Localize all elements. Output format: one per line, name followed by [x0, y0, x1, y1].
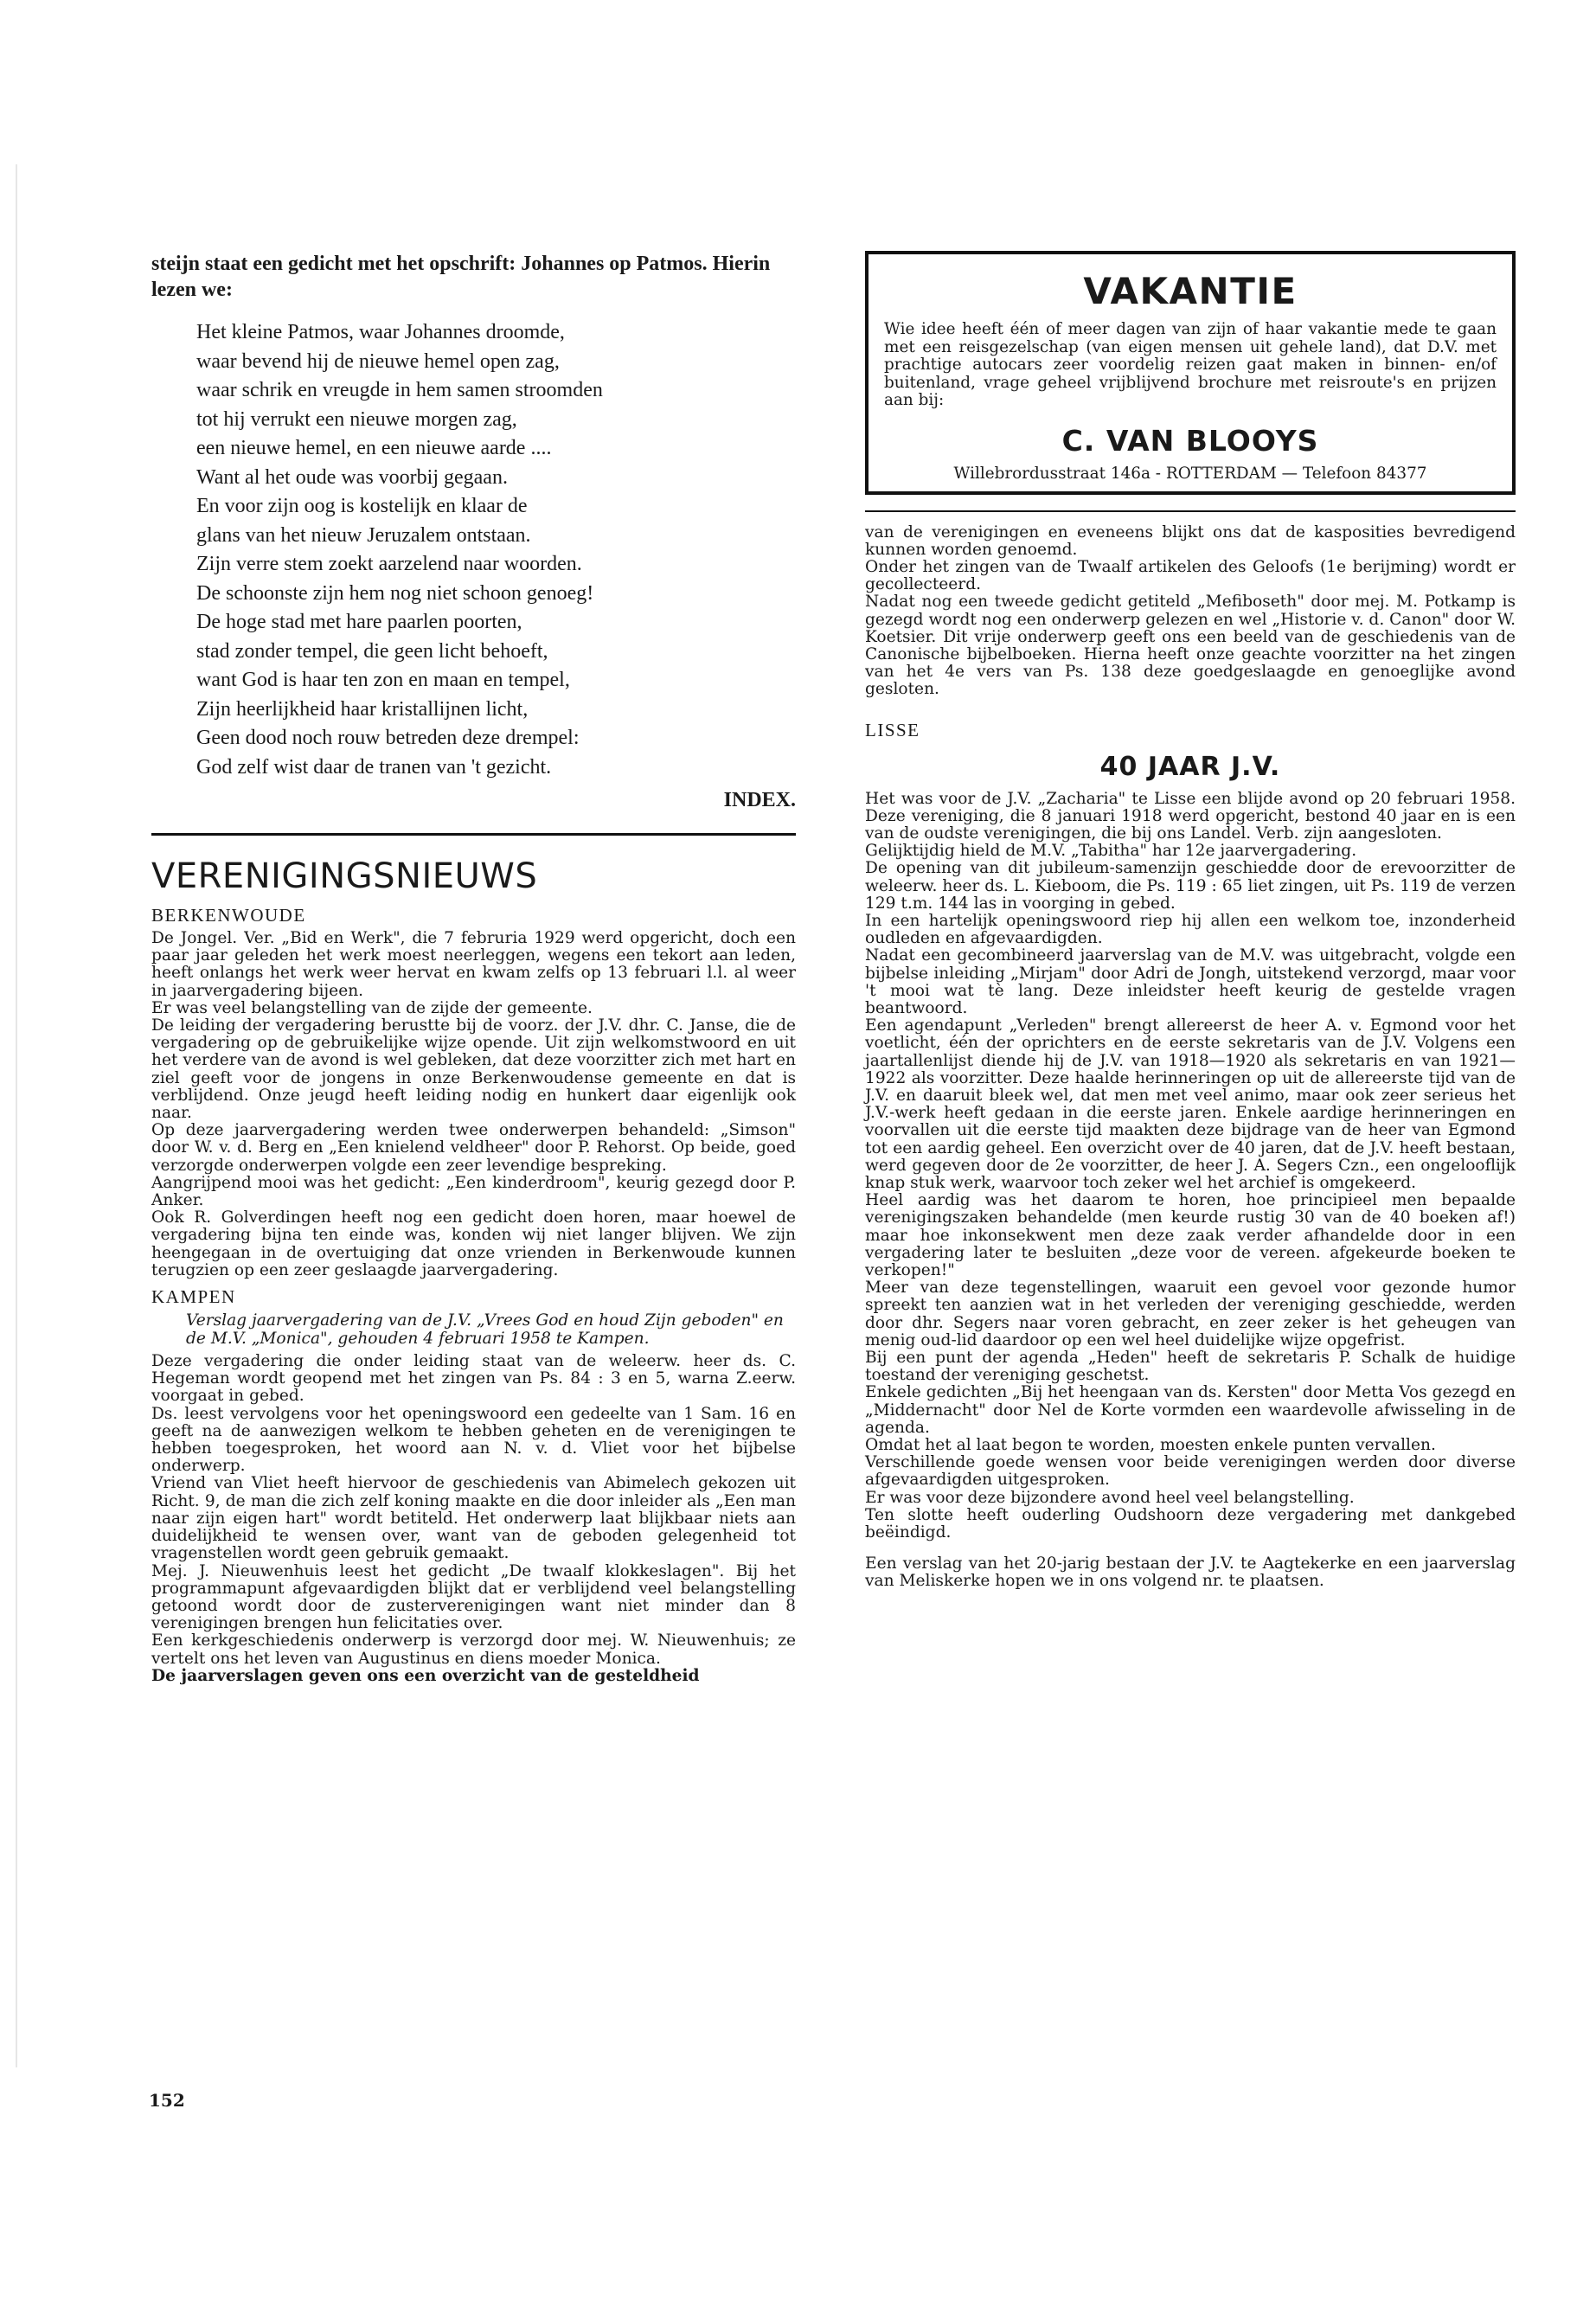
paragraph: Aangrijpend mooi was het gedicht: „Een kinderdroom", keurig gezegd door P. Anker.	[151, 1173, 796, 1210]
paragraph: Deze vergadering die onder leiding staat van de weleerw. heer ds. C. Hegeman wordt geopend met het zingen van Ps. 84 : 3 en 5, warna Z.eerw. voorgaat in gebed.	[151, 1352, 796, 1406]
intro-text: steijn staat een gedicht met het opschrift: Johannes op Patmos. Hierin lezen we:	[151, 253, 771, 301]
poem-line: De schoonste zijn hem nog niet schoon genoeg!	[196, 581, 594, 605]
paragraph: Nadat een gecombineerd jaarverslag van de M.V. was uitgebracht, volgde een bijbelse inleiding „Mirjam" door Adri de Jongh, uitstekend verzorgd, maar voor 't mooi wat tè lang. Deze inleidster heeft keurig de gestelde vragen beantwoord.	[865, 946, 1516, 1017]
advertisement-box	[865, 251, 1516, 495]
poem-signature: INDEX.	[723, 789, 796, 811]
paragraph: Het was voor de J.V. „Zacharia" te Lisse een blijde avond op 20 februari 1958. Deze vereniging, die 8 januari 1918 werd opgericht, bestond 40 jaar en is een van de oudste verenigingen, die bij ons Landel. Verb. zijn aangesloten.	[865, 789, 1516, 843]
poem-line: waar schrik en vreugde in hem samen stroomden	[196, 379, 603, 401]
poem-line: God zelf wist daar de tranen van 't gezicht.	[196, 755, 552, 779]
poem	[196, 318, 796, 782]
report-title: Verslag jaarvergadering van de J.V. „Vrees God en houd Zijn geboden" en de M.V. „Monica", gehouden 4 februari 1958 te Kampen.	[186, 1311, 784, 1349]
ad-text: Wie idee heeft één of meer dagen van zijn of haar vakantie mede te gaan met een reisgezelschap (van eigen mensen uit gehele land), dat D.V. met prachtige autocars zeer voordelig reizen gaat maken in binnen- en/of buitenland, vrage geheel vrijblijvend brochure met reisroute's en prijzen aan bij:	[884, 320, 1497, 409]
divider	[865, 510, 1516, 512]
paragraph: Gelijktijdig hield de M.V. „Tabitha" har 12e jaarvergadering.	[865, 842, 1357, 861]
paragraph: Enkele gedichten „Bij het heengaan van ds. Kersten" door Metta Vos gezegd en „Middernacht" door Nel de Korte vormden een waardevolle afwisseling in de agenda.	[865, 1383, 1516, 1437]
place-heading-kampen: KAMPEN	[151, 1286, 236, 1308]
paragraph: De Jongel. Ver. „Bid en Werk", die 7 februria 1929 werd opgericht, doch een paar jaar geleden het werk moest neerleggen, wegens een tekort aan leden, heeft onlangs het werk weer hervat en kwam zelfs op 13 februari l.l. al weer in jaarvergadering bijeen.	[151, 929, 796, 1000]
paragraph: van de verenigingen en eveneens blijkt ons dat de kasposities bevredigend kunnen worden genoemd.	[865, 522, 1516, 559]
poem-line: Geen dood noch rouw betreden deze drempel:	[196, 727, 580, 749]
place-heading-berkenwoude: BERKENWOUDE	[151, 905, 306, 926]
paragraph: In een hartelijk openingswoord riep hij allen een welkom toe, inzonderheid oudleden en afgevaardigden.	[865, 911, 1516, 948]
paragraph: Een kerkgeschiedenis onderwerp is verzorgd door mej. W. Nieuwenhuis; ze vertelt ons het leven van Augustinus en diens moeder Monica.	[151, 1631, 796, 1668]
paragraph: Er was veel belangstelling van de zijde der gemeente.	[151, 998, 593, 1017]
paragraph: Omdat het al laat begon te worden, moesten enkele punten vervallen.	[865, 1436, 1436, 1455]
poem-line: stad zonder tempel, die geen licht behoeft,	[196, 639, 548, 663]
paragraph-continued: De jaarverslagen geven ons een overzicht van de gesteldheid	[151, 1666, 700, 1685]
anniversary-title: 40 JAAR J.V.	[1099, 751, 1281, 782]
paragraph: Een agendapunt „Verleden" brengt allereerst de heer A. v. Egmond voor het voetlicht, één der oprichters en de eerste sekretaris van de J.V. Volgens een jaartallenlijst diende hij de J.V. van 1918—1920 als sekretaris en van 1921—1922 als voorzitter. Deze haalde herinneringen op uit de allereerste tijd van de J.V. en daaruit bleek wel, dat men met veel animo, maar ook zeer serieus het J.V.-werk heeft gedaan in die eerste jaren. Enkele aardige herinneringen en voorvallen uit die eerste tijd maakten deze bijdrage van de heer van Egmond tot een aardig geheel. Een overzicht over de 40 jaren, dat de J.V. heeft bestaan, werd gegeven door de 2e voorzitter, de heer J. A. Segers Czn., een ongelooflijk knap stuk werk, waarvoor toch zeker wel het archief is omgekeerd.	[865, 1016, 1516, 1192]
ad-title: VAKANTIE	[1083, 270, 1298, 312]
paragraph: Ook R. Golverdingen heeft nog een gedicht doen horen, maar hoewel de vergadering bijna ten einde was, konden wij niet langer blijven. We zijn heengegaan in de overtuiging dat onze vrienden in Berkenwoude kunnen terugzien op een zeer geslaagde jaarvergadering.	[151, 1208, 796, 1279]
poem-line: Want al het oude was voorbij gegaan.	[196, 465, 508, 489]
poem-line: want God is haar ten zon en maan en tempel,	[196, 669, 570, 691]
left-column	[151, 251, 796, 1685]
poem-line: waar bevend hij de nieuwe hemel open zag,	[196, 349, 560, 373]
paragraph: Nadat nog een tweede gedicht getiteld „Mefiboseth" door mej. M. Potkamp is gezegd wordt nog een onderwerp gelezen en wel „Historie v. d. Canon" door W. Koetsier. Dit vrije onderwerp geeft ons een beeld van de geschiedenis van de Canonische bijbelboeken. Hierna heeft onze geachte voorzitter na het zingen van het 4e vers van Ps. 138 deze goedgeslaagde en genoeglijke avond gesloten.	[865, 593, 1516, 699]
paragraph: Verschillende goede wensen voor beide verenigingen werden door diverse afgevaardigden uitgesproken.	[865, 1453, 1516, 1490]
paragraph: Meer van deze tegenstellingen, waaruit een gevoel voor gezonde humor spreekt ten aanzien wat in het verleden der vereniging geschiedde, werden door dhr. Segers naar voren gebracht, en zeer zeker is het geheugen van menig oud-lid daardoor op een wel heel duidelijke wijze opgefrist.	[865, 1279, 1516, 1349]
paragraph: Ds. leest vervolgens voor het openingswoord een gedeelte van 1 Sam. 16 en geeft na de aanwezigen welkom te hebben geheten en de verenigingen te hebben toegesproken, het woord aan N. v. d. Vliet voor het bijbelse onderwerp.	[151, 1404, 796, 1476]
poem-line: Het kleine Patmos, waar Johannes droomde,	[196, 321, 565, 343]
section-title: VERENIGINGSNIEUWS	[151, 856, 538, 896]
paragraph: Op deze jaarvergadering werden twee onderwerpen behandeld: „Simson" door W. v. d. Berg en „Een knielend veldheer" door P. Rehorst. Op beide, goed verzorgde onderwerpen volgde een zeer levendige bespreking.	[151, 1121, 796, 1175]
paragraph: Mej. J. Nieuwenhuis leest het gedicht „De twaalf klokkeslagen". Bij het programmapunt afgevaardigden blijkt dat er verblijdend veel belangstelling getoond wordt door de zusterverenigingen want niet minder dan 8 verenigingen brengen hun felicitaties over.	[151, 1561, 796, 1633]
poem-line: En voor zijn oog is kostelijk en klaar de	[196, 495, 528, 517]
section-divider	[151, 833, 796, 836]
ad-address: Willebrordusstraat 146a - ROTTERDAM — Telefoon 84377	[953, 464, 1427, 483]
poem-line: een nieuwe hemel, en een nieuwe aarde ....	[196, 437, 552, 459]
paragraph: Bij een punt der agenda „Heden" heeft de sekretaris P. Schalk de huidige toestand der vereniging geschetst.	[865, 1349, 1516, 1385]
poem-line: Zijn verre stem zoekt aarzelend naar woorden.	[196, 553, 582, 575]
ad-company-name: C. VAN BLOOYS	[1061, 423, 1319, 458]
page-number: 152	[149, 2090, 185, 2111]
paragraph: Heel aardig was het daarom te horen, hoe principieel men bepaalde verenigingszaken behandelde (men keurde rustig 30 van de 40 boeken af!) maar hoe inkonsekwent men deze zaak verder afhandelde door in een vergadering later te besluiten „deze voor de vereen. afgekeurde boeken te verkopen!"	[865, 1191, 1516, 1280]
page-edge	[16, 164, 17, 2067]
poem-line: tot hij verrukt een nieuwe morgen zag,	[196, 407, 517, 431]
place-heading-lisse: LISSE	[865, 719, 920, 740]
paragraph: Vriend van Vliet heeft hiervoor de geschiedenis van Abimelech gekozen uit Richt. 9, de man die zich zelf koning maakte en die door inleider als „Een man naar zijn eigen hart" wordt betiteld. Het onderwerp laat blijkbaar niets aan duidelijkheid te wensen over, want van de geboden gelegenheid tot vragenstellen wordt geen gebruik gemaakt.	[151, 1474, 796, 1563]
paragraph: De leiding der vergadering berustte bij de voorz. der J.V. dhr. C. Janse, die de vergadering op de gebruikelijke wijze opende. Uit zijn welkomstwoord en uit het verdere van de avond is wel gebleken, dat deze voorzitter zich met hart en ziel geeft voor de jongens in onze Berkenwoudense gemeente en dat is verblijdend. Onze jeugd heeft leiding nodig en hunkert daar eigenlijk ook naar.	[151, 1016, 796, 1123]
poem-line: Zijn heerlijkheid haar kristallijnen licht,	[196, 697, 529, 721]
paragraph: Ten slotte heeft ouderling Oudshoorn deze vergadering met dankgebed beëindigd.	[865, 1505, 1516, 1542]
paragraph: Er was voor deze bijzondere avond heel veel belangstelling.	[865, 1488, 1355, 1507]
paragraph: Onder het zingen van de Twaalf artikelen des Geloofs (1e berijming) wordt er gecollecteerd.	[865, 557, 1516, 594]
poem-line: glans van het nieuw Jeruzalem ontstaan.	[196, 523, 531, 547]
poem-line: De hoge stad met hare paarlen poorten,	[196, 611, 522, 633]
paragraph: De opening van dit jubileum-samenzijn geschiedde door de erevoorzitter de weleerw. heer ds. L. Kieboom, die Ps. 119 : 65 liet zingen, uit Ps. 119 de verzen 129 t.m. 144 las in voorging in gebed.	[865, 859, 1516, 913]
closing-note: Een verslag van het 20-jarig bestaan der J.V. te Aagtekerke en een jaarverslag van Meliskerke hopen we in ons volgend nr. te plaatsen.	[865, 1554, 1516, 1591]
right-column	[865, 251, 1516, 1591]
